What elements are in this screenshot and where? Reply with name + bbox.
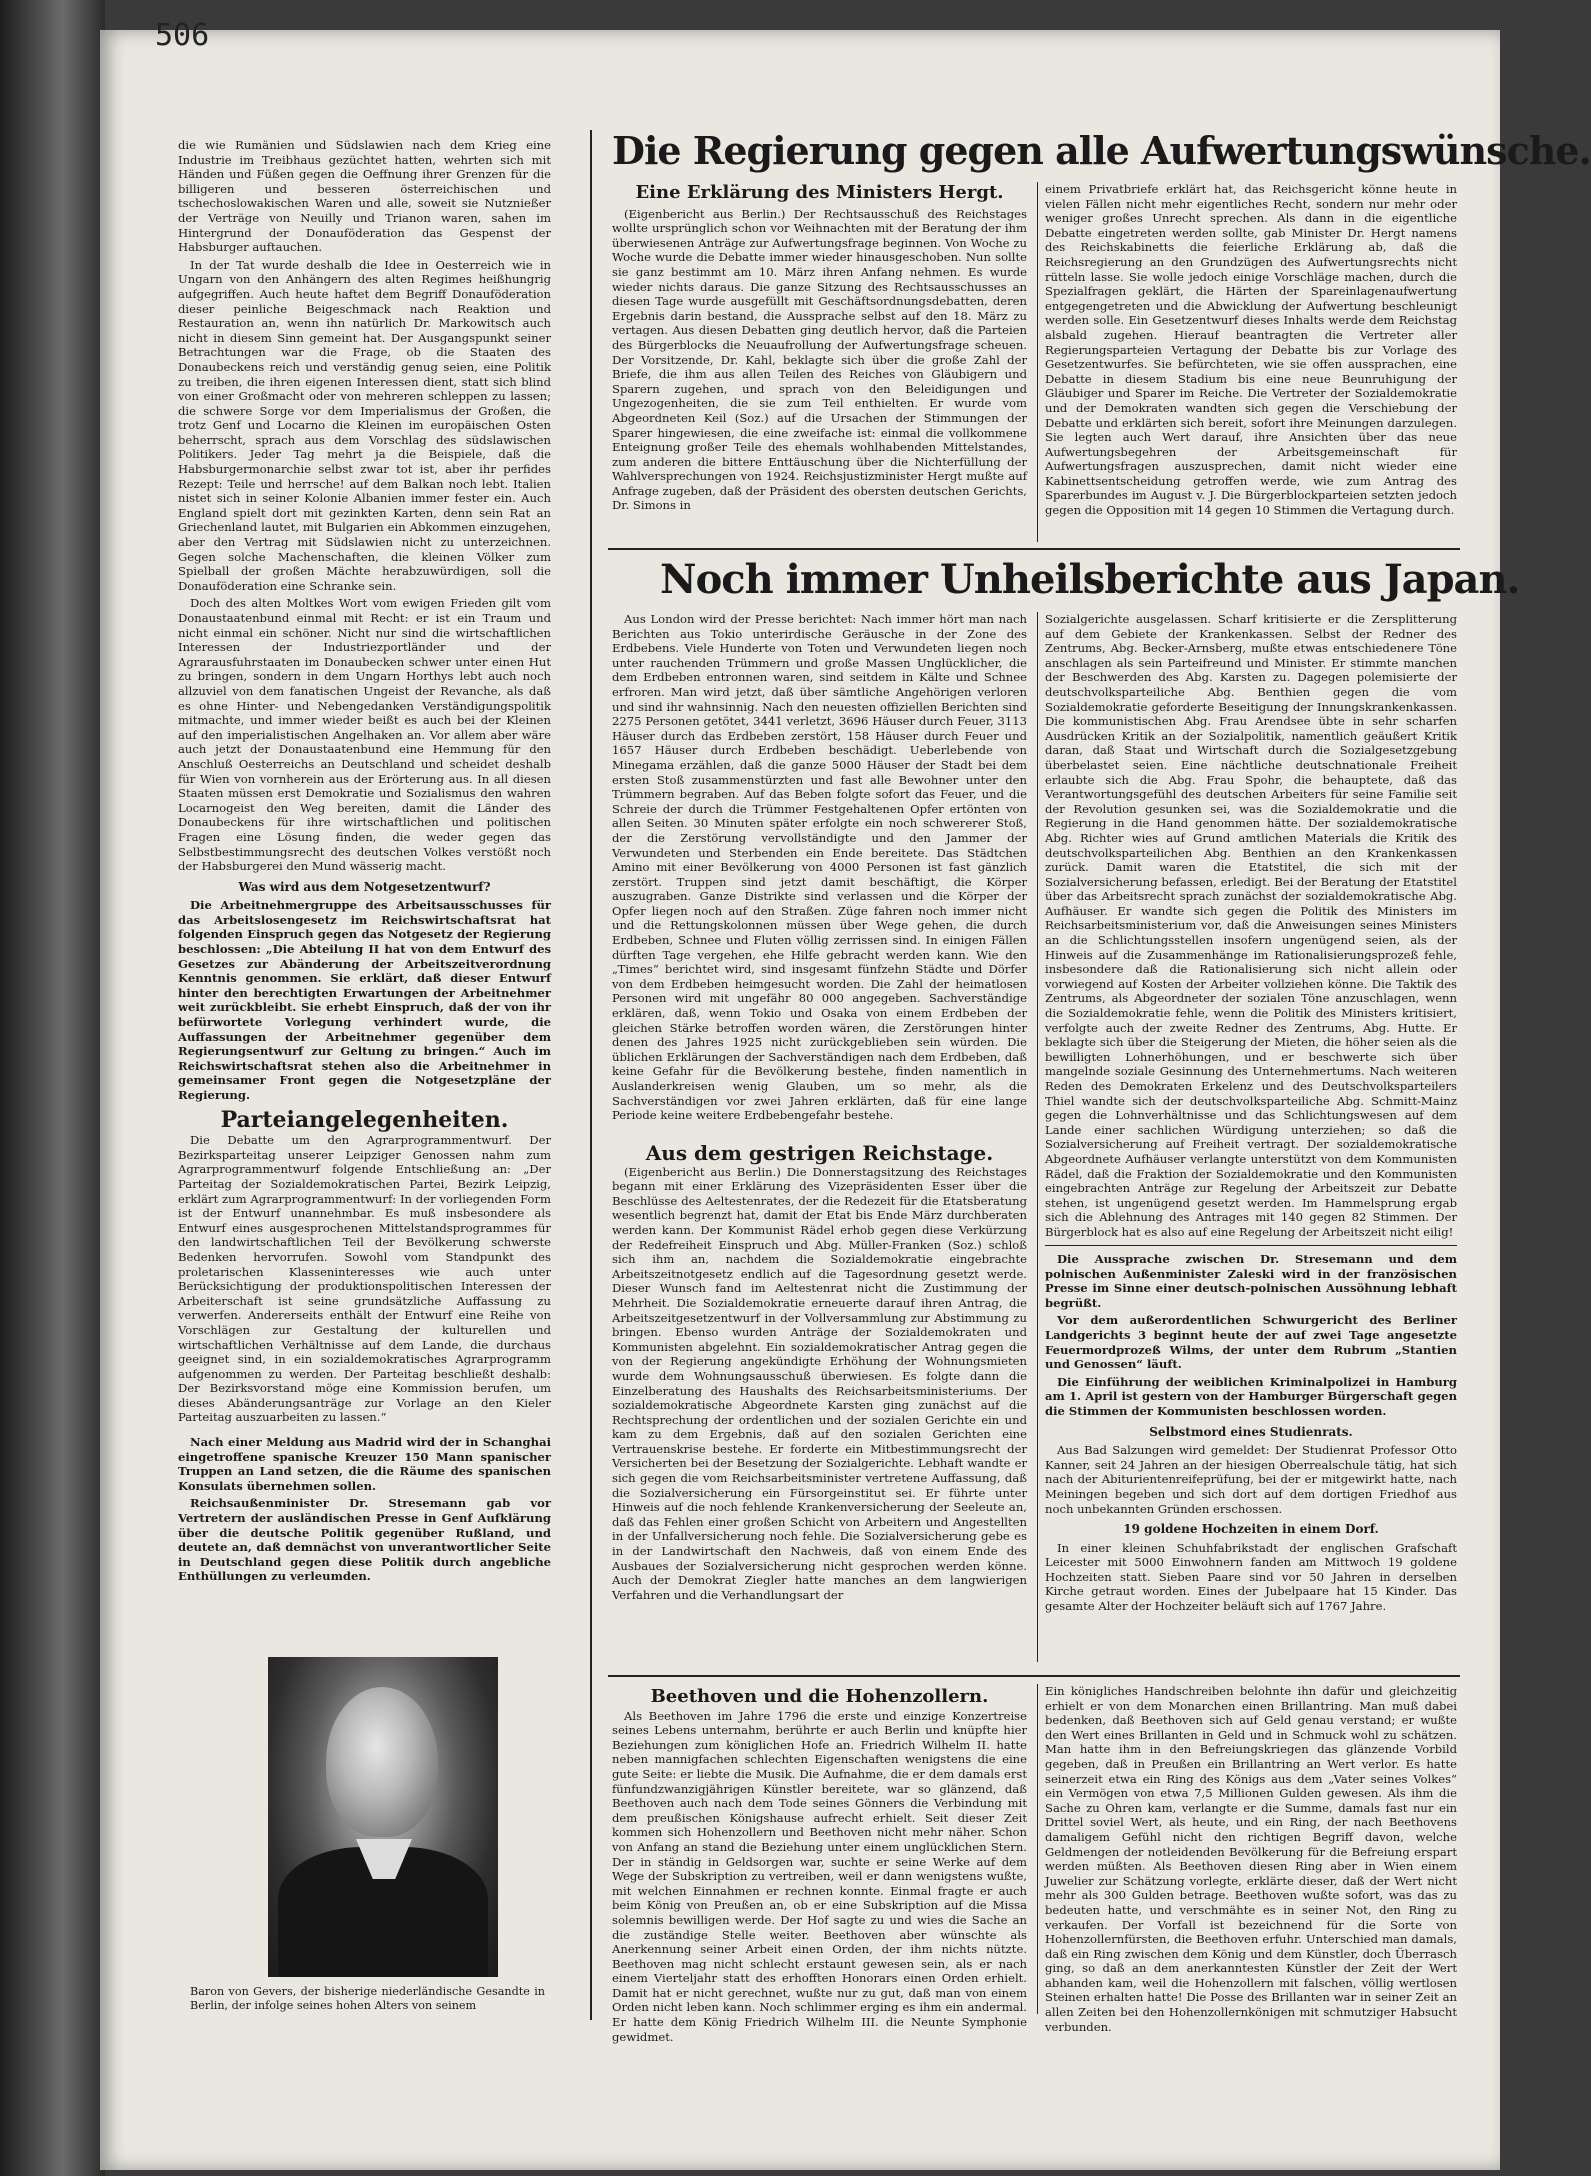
reichstag-heading: Aus dem gestrigen Reichstage.	[645, 1141, 994, 1165]
left-paragraph-2: In der Tat wurde deshalb die Idee in Oesterreich wie in Ungarn von den Anhängern des alten Regimes heißhungrig aufgegriffen. Auch heute haftet dem Begriff Donauföderation dieser peinliche Beigeschmack nach Reaktion und Restauration an, wenn ihn natürlich Dr. Markowitsch auch nicht in diesem Sinn gemeint hat. Der Ausgangspunkt seiner Betrachtungen war die Frage, ob die Staaten des Donaubeckens reich und verständig genug seien, eine Politik zu treiben, die ihren eigenen Interessen dient, statt sich blind von einer Großmacht oder von mehreren schleppen zu lassen; die schwere Sorge vor dem Imperialismus der Großen, die trotz Genf und Locarno die Kleinen im europäischen Osten beherrscht, sprach aus dem Vorschlag des südslawischen Politikers. Jeder Tag mehrt ja die Beispiele, daß die Habsburgermonarchie selbst zwar tot ist, aber ihr perfides Rezept: Teile und herrsche! auf dem Balkan noch lebt. Italien nistet sich in seiner Kolonie Albanien immer fester ein. Auch England spielt dort mit gezinkten Karten, denn sein Rat an Griechenland lautet, mit Bulgarien ein Abkommen einzugehen, aber den Vertrag mit Südslawien nicht zu unterzeichnen. Gegen solche Machenschaften, die kleinen Völker zum Spielball der großen Mächte herabzuwürdigen, soll die Donauföderation eine Schranke sein.	[178, 257, 551, 593]
photo-caption: Baron von Gevers, der bisherige niederländische Gesandte in Berlin, der infolge seines hohen Alters von seinem	[190, 1985, 545, 2012]
main-headline: Die Regierung gegen alle Aufwertungswünsche.	[612, 128, 1591, 173]
japan-column-2	[1045, 612, 1457, 1237]
partei-text: Die Debatte um den Agrarprogrammentwurf. Der Bezirksparteitag unserer Leipziger Genossen nahm zum Agrarprogrammentwurf folgende Entschließung an: „Der Parteitag der Sozialdemokratischen Partei, Bezirk Leipzig, erklärt zum Agrarprogrammentwurf: In der vorliegenden Form ist der Entwurf unannehmbar. Es muß insbesondere als Entwurf eines ausgesprochenen Mittelstandsprogrammes für den landwirtschaftlichen Teil der Bevölkerung schwerste Bedenken hervorrufen. Sowohl vom Standpunkt des proletarischen Klasseninteresses wie auch unter Berücksichtigung der produktionspolitischen Interessen der Arbeiterschaft ist seine grundsätzliche Auffassung zu verwerfen. Andererseits enthält der Entwurf eine Reihe von Vorschlägen zur Gestaltung der kulturellen und wirtschaftlichen Verhältnisse auf dem Lande, die durchaus geeignet sind, in ein sozialdemokratisches Agrarprogramm aufgenommen zu werden. Der Parteitag beschließt deshalb: Der Bezirksvorstand möge eine Kommission berufen, um dieses Abänderungsanträge zur Vorlage an den Kieler Parteitag auszuarbeiten zu lassen.“	[178, 1133, 551, 1425]
beethoven-column-2	[1045, 1684, 1457, 2034]
beethoven-top-rule	[608, 1675, 1460, 1677]
reichstag-text: (Eigenbericht aus Berlin.) Die Donnerstagsitzung des Reichstages begann mit einer Erklärung des Vizepräsidenten Esser über die Beschlüsse des Aeltestenrates, der die Redezeit für die Etatsberatung wesentlich begrenzt hat, damit der Etat bis Ende März durchberaten werden kann. Der Kommunist Rädel erhob gegen diese Verkürzung der Redefreiheit Einspruch und Abg. Müller-Franken (Soz.) schloß sich ihm an, nachdem die Sozialdemokratie eingebrachte Arbeitszeitnotgesetz endlich auf die Tagesordnung gesetzt werde. Dieser Wunsch fand im Aeltestenrat nicht die Zustimmung der Mehrheit. Die Sozialdemokratie erneuerte darauf ihren Antrag, die Arbeitszeitgesetzentwurf in der Vollversammlung zur Abstimmung zu bringen. Ebenso wurden Anträge der Sozialdemokraten und Kommunisten abgelehnt. Ein sozialdemokratischer Antrag gegen die von der Regierung angekündigte Erhöhung der Wohnungsmieten wurde dem Wohnungsausschuß überwiesen. Es folgte dann die Einzelberatung des Haushalts des Reichsarbeitsministeriums. Der sozialdemokratische Abgeordnete Karsten ging zunächst auf die Rechtsprechung der ordentlichen und der sozialen Gerichte ein und kam zu dem Ergebnis, daß auf den sozialen Gerichten eine Vertrauenskrise bestehe. Er forderte ein Mitbestimmungsrecht der Versicherten bei der Besetzung der Sozialgerichte. Lebhaft wandte er sich gegen die vom Reichsarbeitsminister vertretene Auffassung, daß die Sozialversicherung ein Fürsorgeinstitut sei. Er führte unter Hinweis auf die noch fehlende Krankenversicherung der Seeleute an, daß das Fehlen einer großen Schicht von Arbeitern und Angestellten in der Unfallversicherung noch fehle. Die Sozialversicherung gebe es in der Landwirtschaft den Nachweis, daß von einem Ende des Ausbaues der Sozialversicherung nicht gesprochen werden könne. Auch der Demokrat Ziegler hatte manches an dem langwierigen Verfahren und die Verhandlungsart der	[612, 1164, 1027, 1602]
briefs-rule	[1045, 1245, 1457, 1246]
reichstag-section	[612, 1140, 1027, 1670]
beethoven-text-1: Als Beethoven im Jahre 1796 die erste und einzige Konzertreise seines Lebens unternahm, berührte er auch Berlin und knüpfte hier Beziehungen zum königlichen Hofe an. Friedrich Wilhelm II. hatte neben mannigfachen schlechten Eigenschaften wenigstens die eine gute Seite: er liebte die Musik. Die Aufnahme, die er dem damals erst fünfundzwanzigjährigen Künstler bereitete, war so glänzend, daß Beethoven auch nach dem Tode seines Gönners die Verbindung mit dem preußischen Königshause aufrecht erhielt. Seit dieser Zeit kommen sich Hohenzollern und Beethoven nicht mehr näher. Schon von Anfang an stand die Beziehung unter einem unglücklichen Stern. Der in ständig in Geldsorgen war, suchte er seine Werke auf dem Wege der Subskription zu vertreiben, weil er dann wenigstens wußte, mit welchen Einnahmen er rechnen konnte. Einmal fragte er auch beim König von Preußen an, ob er eine Subskription auf die Missa solemnis bewilligen werde. Der Hof sagte zu und wies die Sache an die zuständige Stelle weiter. Beethoven aber wünschte als Anerkennung seiner Arbeit einen Orden, der ihm nichts nützte. Beethoven mag nicht schlecht erstaunt gewesen sein, als er nach einem Vierteljahr statt des erhofften Honorars einen Orden erhielt. Damit hat er nicht gerechnet, wußte nur zu gut, daß man von einem Orden nicht leben kann. Noch schlimmer erging es ihm ein andermal. Er hatte dem König Friedrich Wilhelm III. die Neunte Symphonie gewidmet.	[612, 1708, 1027, 2044]
kriminalpolizei-brief: Die Einführung der weiblichen Kriminalpolizei in Hamburg am 1. April ist gestern von der Hamburger Bürgerschaft gegen die Stimmen der Kommunisten beschlossen worden.	[1045, 1374, 1457, 1418]
partei-heading: Parteiangelegenheiten.	[220, 1106, 509, 1133]
beethoven-rule	[1037, 1684, 1038, 2014]
hergt-column-2	[1045, 182, 1457, 542]
stresemann-brief: Reichsaußenminister Dr. Stresemann gab vor Vertretern der ausländischen Presse in Genf Aufklärung über die deutsche Politik gegenüber Rußland, und deutete an, daß demnächst von unverantwortlicher Seite in Deutschland gegen diese Politik durch angebliche Enthüllungen zu verleumden.	[178, 1496, 551, 1584]
hergt-text-2: einem Privatbriefe erklärt hat, das Reichsgericht könne heute in vielen Fällen nicht mehr eigentliches Recht, sondern nur mehr oder weniger großes Unrecht sprechen. Als dann in die eigentliche Debatte eingetreten werden sollte, gab Minister Dr. Hergt namens des Reichskabinetts die feierliche Erklärung ab, daß die Reichsregierung an den Grundzügen des Aufwertungsrechts nicht rütteln lasse. Sie wolle jedoch einige Vorschläge machen, durch die Spezialfragen geklärt, die Härten der Spareinlagenaufwertung entgegengetreten und die Abwicklung der Aufwertung beschleunigt werden solle. Ein Gesetzentwurf dieses Inhalts werde dem Reichstag alsbald zugehen. Hierauf beantragten die Vertreter aller Regierungsparteien Vertagung der Debatte bis zur Vorlage des Gesetzentwurfes. Sie befürchteten, wie sie offen aussprachen, eine Debatte in diesem Stadium bis eine neue Beunruhigung der Gläubiger und Sparer im Reiche. Die Vertreter der Sozialdemokratie und der Demokraten wandten sich gegen die Verschiebung der Debatte und erklärten sich bereit, sofort ihre Meinungen darzulegen. Sie legten auch Wert darauf, ihre Ansichten über das neue Aufwertungsbegehren der Arbeitsgemeinschaft für Aufwertungsfragen auszusprechen, damit nicht wieder eine Kabinettsentscheidung getroffen werde, wie zum Antrag des Sparerbundes im August v. J. Die Bürgerblockparteien setzten jedoch gegen die Opposition mit 14 gegen 10 Stimmen die Vertagung durch.	[1045, 182, 1457, 518]
column-rule	[590, 130, 592, 2020]
hochzeiten-heading: 19 goldene Hochzeiten in einem Dorf.	[1123, 1522, 1379, 1537]
page-number: 506	[155, 18, 210, 53]
notgesetz-heading: Was wird aus dem Notgesetzentwurf?	[238, 879, 491, 894]
portrait-head	[326, 1687, 438, 1837]
hergt-subhead: Eine Erklärung des Ministers Hergt.	[635, 182, 1004, 203]
beethoven-text-2: Ein königliches Handschreiben belohnte ihn dafür und gleichzeitig erhielt er von dem Monarchen einen Brillantring. Man muß dabei bedenken, daß Beethoven sich auf Geld genau verstand; er wußte den Wert eines Brillanten in Geld und in Schmuck wohl zu schätzen. Man hatte ihm in den Befreiungskriegen das glänzende Vorbild gegeben, daß in Preußen ein Brillantring an Wert verlor. Es hatte seinerzeit etwa ein Ring des Königs aus dem „Vater seines Volkes“ ein Vermögen von etwa 7,5 Millionen Gulden gewesen. Als ihm die Sache zu Ohren kam, verlangte er die Summe, damals fast nur ein Drittel soviel Wert, als heute, und ein Ring, der nach Beethovens damaligem Gefühl nicht den richtigen Begriff davon, welche Geldmengen der notleidenden Bevölkerung für die Befreiung erspart werden müßten. Als Beethoven diesen Ring aber in Wien einem Juwelier zur Schätzung vorlegte, erklärte dieser, daß der Wert nicht mehr als 300 Gulden betrage. Beethoven wußte sofort, was das zu bedeuten hatte, und verschmähte es in seiner Not, den Ring zu verkaufen. Der Vorfall ist bezeichnend für die Sorte von Hohenzollernfürsten, die Beethoven erfuhr. Unterschied man damals, daß ein Ring zwischen dem König und dem Künstler, doch Überrasch ging, so daß an dem anerkanntesten Künstler der Zeit der Wert abhanden kam, weil die Hohenzollern mit falschen, völlig wertlosen Steinen erhalten hatte! Die Posse des Brillanten war in seiner Zeit an allen Zeiten bei den Hohenzollernkönigen mit schmutziger Habsucht verbunden.	[1045, 1684, 1457, 2034]
zaleski-brief: Die Aussprache zwischen Dr. Stresemann und dem polnischen Außenminister Zaleski wird in der französischen Presse im Sinne einer deutsch-polnischen Aussöhnung lebhaft begrüßt.	[1045, 1252, 1457, 1310]
hochzeiten-text: In einer kleinen Schuhfabrikstadt der englischen Grafschaft Leicester mit 5000 Einwohnern fanden am Mittwoch 19 goldene Hochzeiten statt. Sieben Paare sind vor 50 Jahren in derselben Kirche getraut worden. Eines der Jubelpaare hat 15 Kinder. Das gesamte Alter der Hochzeiter beläuft sich auf 1767 Jahre.	[1045, 1540, 1457, 1614]
portrait-photo	[268, 1657, 498, 1977]
beethoven-column-1	[612, 1684, 1027, 2044]
japan-rule	[1037, 612, 1038, 1662]
schwurgericht-brief: Vor dem außerordentlichen Schwurgericht des Berliner Landgerichts 3 beginnt heute der auf zwei Tage angesetzte Feuermordprozeß Wilms, der unter dem Rubrum „Stantien und Genossen“ läuft.	[1045, 1313, 1457, 1372]
japan-headline: Noch immer Unheilsberichte aus Japan.	[660, 556, 1520, 603]
japan-text-2: Sozialgerichte ausgelassen. Scharf kritisierte er die Zersplitterung auf dem Gebiete der Krankenkassen. Selbst der Redner des Zentrums, Abg. Becker-Arnsberg, mußte etwas entschiedenere Töne anschlagen als sein Parteifreund und Minister. Er stimmte manchen der Beschwerden des Abg. Karsten zu. Dagegen polemisierte der deutschvolksparteiliche Abg. Benthien gegen die vom Sozialdemokratie geforderte Beseitigung der Innungskrankenkassen. Die kommunistischen Abg. Frau Arendsee übte in sehr scharfen Ausdrücken Kritik an der Sozialpolitik, namentlich geäußert Kritik daran, daß Staat und Wirtschaft durch die Sozialgesetzgebung überbelastet seien. Eine nächtliche deutschnationale Freiheit erlaubte sich die Abg. Frau Spohr, die behauptete, daß das Verantwortungsgefühl des deutschen Arbeiters für seine Familie seit der Revolution gesunken sei, was die Sozialdemokratie und die Regierung in die Hand genommen hätte. Der sozialdemokratische Abg. Richter wies auf Grund amtlichen Materials die Kritik des deutschvolksparteilichen Abg. Benthien an den Krankenkassen zurück. Damit waren die Etatstitel, die sich mit der Sozialversicherung befassen, erledigt. Bei der Beratung der Etatstitel über das Arbeitsrecht sprach zunächst der sozialdemokratische Abg. Aufhäuser. Er wandte sich gegen die Politik des Ministers im Reichsarbeitsministerium vor, daß die Anweisungen seines Ministers an die Schlichtungsstellen insofern ungenügend seien, als der Hinweis auf die Zusammenhänge im Rationalisierungsprozeß fehle, insbesondere daß die Rationalisierung sich nicht allein oder vorwiegend auf Kosten der Arbeiter vollziehen könne. Die Taktik des Zentrums, als Abgeordneter der sozialen Töne anzuschlagen, wenn die Sozialdemokratie fehle, wenn die Politik des Ministers kritisiert, verfolgte auch der zweite Redner des Zentrums, Abg. Hutte. Er beklagte sich über die Steigerung der Mieten, die höher seien als die bewilligten Lohnerhöhungen, und er beschwerte sich über mangelnde soziale Gesinnung des Unternehmertums. Nach weiteren Reden des Demokraten Erkelenz und des Deutschvolksparteilers Thiel wandte sich der deutschvolksparteiliche Abg. Schmitt-Mainz gegen die Lohnverhältnisse und das Schlichtungswesen auf dem Lande einer sachlichen Würdigung unterziehen; so daß die Sozialversicherung auf Freiheit vertragt. Der sozialdemokratische Abgeordnete Aufhäuser verlangte unterstützt von dem Kommunisten Rädel, daß die Fraktion der Sozialdemokratie und den Kommunisten eingebrachten Anträge zur Regelung der Arbeitszeit zur Debatte stehen, ist ungenügend gesetzt werden. Im Hammelsprung ergab sich die Ablehnung des Antrages mit 140 gegen 82 Stimmen. Der Bürgerblock hat es also auf eine Regelung der Arbeitszeit nicht eilig!	[1045, 612, 1457, 1239]
madrid-brief: Nach einer Meldung aus Madrid wird der in Schanghai eingetroffene spanische Kreuzer 150 Mann spanischer Truppen an Land setzen, die die Räume des spanischen Konsulats übernehmen sollen.	[178, 1435, 551, 1493]
hergt-column-1	[612, 182, 1027, 542]
hergt-rule	[1037, 182, 1038, 542]
selbstmord-heading: Selbstmord eines Studienrats.	[1149, 1424, 1353, 1439]
japan-text-1: Aus London wird der Presse berichtet: Nach immer hört man nach Berichten aus Tokio unterirdische Geräusche in der Zone des Erdbebens. Viele Hunderte von Toten und Verwundeten liegen noch unter rauchenden Trümmern und große Massen Unglücklicher, die dem Erdbeben entronnen waren, sind seitdem in Kälte und Schnee erfroren. Man wird jetzt, daß über sämtliche Angehörigen verloren und sind ihr wahnsinnig. Nach den neuesten offiziellen Berichten sind 2275 Personen getötet, 3441 verletzt, 3696 Häuser durch Feuer, 3113 Häuser durch das Erdbeben zerstört, 158 Häuser durch Feuer und 1657 Häuser durch Erdbeben beschädigt. Ueberlebende von Minegama erzählen, daß die ganze 5000 Häuser der Stadt bei dem ersten Stoß zusammenstürzten und fast alle Bewohner unter den Trümmern begraben. Auf das Beben folgte sofort das Feuer, und die Schreie der durch die Trümmer Festgehaltenen Opfer ertönten von allen Seiten. 30 Minuten später erfolgte ein noch schwererer Stoß, der die Zerstörung vervollständigte und den Jammer der Verwundeten und Sterbenden ein Ende bereitete. Das Städtchen Amino mit einer Bevölkerung von 4000 Personen ist fast gänzlich zerstört. Truppen sind jetzt damit beschäftigt, die Körper auszugraben. Ganze Distrikte sind verlassen und die Körper der Opfer liegen noch auf den Straßen. Züge fahren noch immer nicht und die Rettungskolonnen müssen über Wege gehen, die durch Erdbeben, Schnee und Fluten völlig zerrissen sind. In einigen Fällen dürften Tage vergehen, ehe Hilfe gebracht werden kann. Wie den „Times“ berichtet wird, sind insgesamt fünfzehn Städte und Dörfer von dem Erdbeben heimgesucht worden. Die Zahl der heimatlosen Personen wird mit ungefähr 80 000 angegeben. Sachverständige erklären, daß, wenn Tokio und Osaka von einem Erdbeben der gleichen Stärke betroffen worden wären, die Zerstörungen hinter denen des Jahres 1925 nicht zurückgeblieben sein würden. Die üblichen Erklärungen der Sachverständigen nach dem Erdbeben, daß keine Gefahr für die Bevölkerung bestehe, finden namentlich in Auslanderkreisen wenig Glauben, um so mehr, als die Sachverständigen vor zwei Jahren erklärten, daß für eine lange Periode keine weitere Erdbebengefahr bestehe.	[612, 612, 1027, 1123]
japan-column-1	[612, 612, 1027, 1132]
notgesetz-text: Die Arbeitnehmergruppe des Arbeitsausschusses für das Arbeitslosengesetz im Reichswirtschaftsrat hat folgenden Einspruch gegen das Notgesetz der Regierung beschlossen: „Die Abteilung II hat von dem Entwurf des Gesetzes zur Abänderung der Arbeitszeitverordnung Kenntnis genommen. Sie erklärt, daß dieser Entwurf hinter den berechtigten Erwartungen der Arbeitnehmer weit zurückbleibt. Sie erhebt Einspruch, daß der von ihr befürwortete Vorlegung verhindert wurde, die Auffassungen der Arbeitnehmer gegenüber dem Regierungsentwurf zur Geltung zu bringen.“ Auch im Reichswirtschaftsrat stehen also die Arbeitnehmer in gemeinsamer Front gegen die Notgesetzpläne der Regierung.	[178, 898, 551, 1102]
left-intro: die wie Rumänien und Südslawien nach dem Krieg eine Industrie im Treibhaus gezüchtet hatten, wehrten sich mit Händen und Füßen gegen die Oeffnung ihrer Grenzen für die billigeren und besseren österreichischen und tschechoslowakischen Waren und alle, soweit sie Nutznießer der Verträge von Neuilly und Trianon waren, sahen im Hintergrund der Donauföderation das Gespenst der Habsburger auftauchen.	[178, 138, 551, 255]
selbstmord-text: Aus Bad Salzungen wird gemeldet: Der Studienrat Professor Otto Kanner, seit 24 Jahren an der hiesigen Oberrealschule tätig, hat sich nach der Abiturientenreifeprüfung, bei der er mitgewirkt hatte, nach Meiningen begeben und sich dort auf dem dortigen Friedhof aus noch unbekannten Gründen erschossen.	[1045, 1443, 1457, 1516]
book-binding	[0, 0, 105, 2176]
left-paragraph-3: Doch des alten Moltkes Wort vom ewigen Frieden gilt vom Donaustaatenbund einmal mit Recht: er ist ein Traum und nicht einmal ein schöner. Nicht nur sind die wirtschaftlichen Interessen der Industriezportländer und der Agrarausfuhrstaaten im Donaubecken schwer unter einen Hut zu bringen, sondern in dem Ungarn Horthys lebt auch noch allzuviel von dem fanatischen Ungeist der Revanche, als daß es ohne Hinter- und Nebengedanken Verständigungspolitik mitmachte, und immer wieder beißt es auch bei der Kleinen auf den imperialistischen Angelhaken an. Vor allem aber wäre auch jetzt der Donaustaatenbund eine Hemmung für den Anschluß Oesterreichs an Deutschland und scheidet deshalb für Wien von vornherein aus der Erörterung aus. In all diesen Staaten müssen erst Demokratie und Sozialismus den wahren Locarnogeist den Weg bereiten, damit die Länder des Donaubeckens für ihre wirtschaftlichen und politischen Fragen eine Lösung finden, die weder gegen das Selbstbestimmungsrecht des deutschen Volkes verstößt noch der Habsburgerei den Mund wässerig macht.	[178, 596, 551, 874]
hergt-text-1: (Eigenbericht aus Berlin.) Der Rechtsausschuß des Reichstages wollte ursprünglich schon vor Weihnachten mit der Beratung der ihm überwiesenen Anträge zur Aufwertungsfrage beginnen. Von Woche zu Woche wurde die Debatte immer wieder hinausgeschoben. Nun sollte sie ganz bestimmt am 10. März ihren Anfang nehmen. Es wurde wieder nichts daraus. Die ganze Sitzung des Rechtsausschusses an diesen Tage wurde ausgefüllt mit Geschäftsordnungsdebatten, deren Ergebnis darin bestand, die Aussprache selbst auf den 18. März zu vertagen. Aus diesen Debatten ging deutlich hervor, daß die Parteien des Bürgerblocks die Neuaufrollung der Aufwertungsfrage scheuen. Der Vorsitzende, Dr. Kahl, beklagte sich über die große Zahl der Briefe, die ihm aus allen Teilen des Reiches von Gläubigern und Sparern zugehen, und sprach von den Beleidigungen und Ungezogenheiten, die sie zum Teil enthielten. Er wurde vom Abgeordneten Keil (Soz.) auf die Ursachen der Stimmungen der Sparer hingewiesen, die eine zweifache ist: einmal die vollkommene Enteignung großer Teile des ehemals wohlhabenden Mittelstandes, zum anderen die bittere Enttäuschung über die Nichterfüllung der Wahlversprechungen von 1924. Reichsjustizminister Hergt mußte auf Anfrage zugeben, daß der Präsident des obersten deutschen Gerichts, Dr. Simons in	[612, 206, 1027, 513]
japan-top-rule	[608, 548, 1460, 550]
briefs-column	[1045, 1252, 1457, 1667]
beethoven-heading: Beethoven und die Hohenzollern.	[650, 1686, 989, 1707]
left-column	[178, 138, 551, 1648]
